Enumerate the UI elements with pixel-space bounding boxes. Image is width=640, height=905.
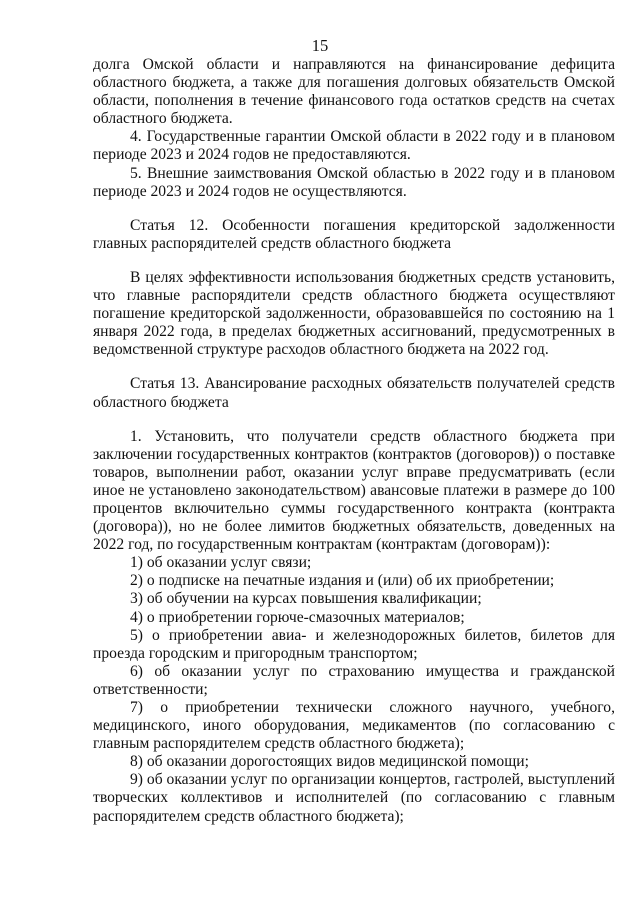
list-item: 9) об оказании услуг по организации концертов, гастролей, выступлений творческих коллективов и исполнителей (по согласованию с главным распорядителем средств областного бюджета); (93, 771, 615, 825)
list-item: 7) о приобретении технически сложного научного, учебного, медицинского, иного оборудования, медикаментов (по согласованию с главным распорядителем средств областного бюджета); (93, 699, 615, 753)
list-item: 8) об оказании дорогостоящих видов медицинской помощи; (130, 753, 529, 771)
list-item: 5) о приобретении авиа- и железнодорожных билетов, билетов для проезда городским и пригородным транспортом; (93, 626, 615, 662)
continuation-paragraph: долга Омской области и направляются на финансирование дефицита областного бюджета, а также для погашения долговых обязательств Омской области, пополнения в течение финансового года остатков средств на счетах областного бюджета. (93, 56, 615, 128)
page-number: 15 (311, 36, 329, 55)
article-12-body: В целях эффективности использования бюджетных средств установить, что главные распорядители средств областного бюджета осуществляют погашение кредиторской задолженности, образовавшейся по состоянию на 1 января 2022 года, в пределах бюджетных ассигнований, предусмотренных в ведомственной структуре расходов областного бюджета на 2022 год. (93, 268, 615, 359)
list-item: 3) об обучении на курсах повышения квалификации; (130, 590, 482, 608)
list-item: 4) о приобретении горюче-смазочных материалов; (130, 608, 465, 626)
list-item: 1) об оказании услуг связи; (130, 554, 312, 572)
list-item: 2) о подписке на печатные издания и (или) об их приобретении; (130, 572, 555, 590)
article-12-heading: Статья 12. Особенности погашения кредиторской задолженности главных распорядителей средств областного бюджета (93, 216, 615, 252)
document-body (93, 56, 615, 826)
article-13-heading: Статья 13. Авансирование расходных обязательств получателей средств областного бюджета (93, 375, 615, 411)
list-item: 6) об оказании услуг по страхованию имущества и гражданской ответственности; (93, 662, 615, 698)
article-13-intro: 1. Установить, что получатели средств областного бюджета при заключении государственных контрактов (контрактов (договоров)) о поставке товаров, выполнении работ, оказании услуг вправе предусматривать (если иное не установлено законодательством) авансовые платежи в размере до 100 процентов включительно суммы государственного контракта (контракта (договора)), но не более лимитов бюджетных обязательств, доведенных на 2022 год, по государственным контрактам (контрактам (договорам)): (93, 427, 615, 554)
item-5-paragraph: 5. Внешние заимствования Омской областью в 2022 году и в плановом периоде 2023 и 2024 годов не осуществляются. (93, 164, 615, 200)
item-4-paragraph: 4. Государственные гарантии Омской области в 2022 году и в плановом периоде 2023 и 2024 годов не предоставляются. (93, 128, 615, 164)
